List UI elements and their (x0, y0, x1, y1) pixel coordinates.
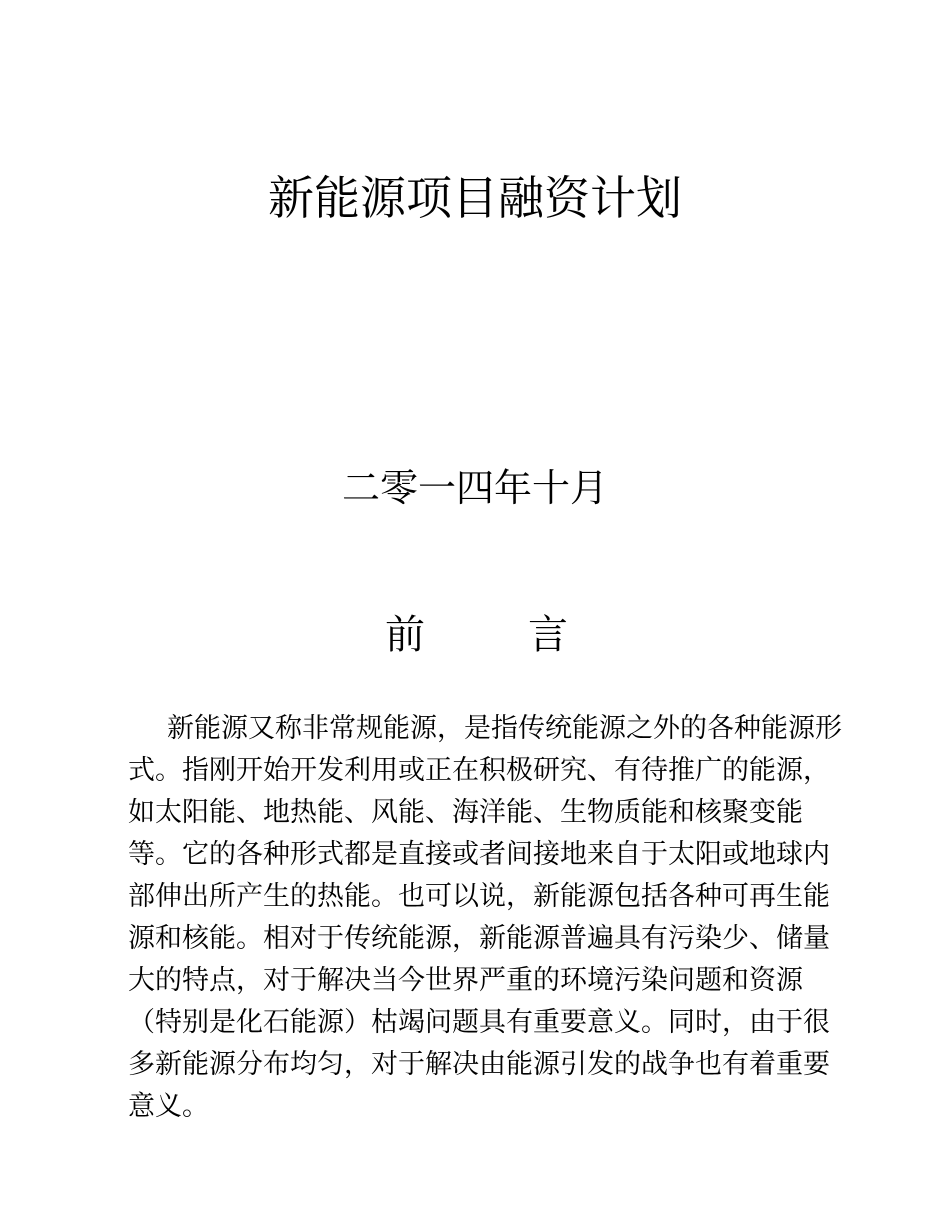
paragraph-line: 源和核能。相对于传统能源，新能源普遍具有污染少、储量 (128, 923, 830, 954)
paragraph-line: 如太阳能、地热能、风能、海洋能、生物质能和核聚变能 (128, 797, 803, 828)
paragraph-line: （特别是化石能源）枯竭问题具有重要意义。同时，由于很 (128, 1007, 830, 1038)
preface-heading-char-1: 前 (385, 612, 425, 658)
paragraph-line: 等。它的各种形式都是直接或者间接地来自于太阳或地球内 (128, 839, 830, 870)
paragraph-line: 多新能源分布均匀，对于解决由能源引发的战争也有着重要 (128, 1049, 830, 1080)
document-date: 二零一四年十月 (341, 466, 608, 510)
preface-paragraph (128, 708, 848, 1128)
paragraph-line: 意义。 (128, 1091, 209, 1122)
preface-heading-char-2: 言 (528, 612, 568, 658)
document-title: 新能源项目融资计划 (268, 171, 682, 225)
paragraph-line: 部伸出所产生的热能。也可以说，新能源包括各种可再生能 (128, 881, 830, 912)
paragraph-line: 式。指刚开始开发利用或正在积极研究、有待推广的能源， (128, 755, 830, 786)
paragraph-line: 大的特点，对于解决当今世界严重的环境污染问题和资源 (128, 965, 803, 996)
paragraph-line: 新能源又称非常规能源，是指传统能源之外的各种能源形 (140, 713, 842, 744)
